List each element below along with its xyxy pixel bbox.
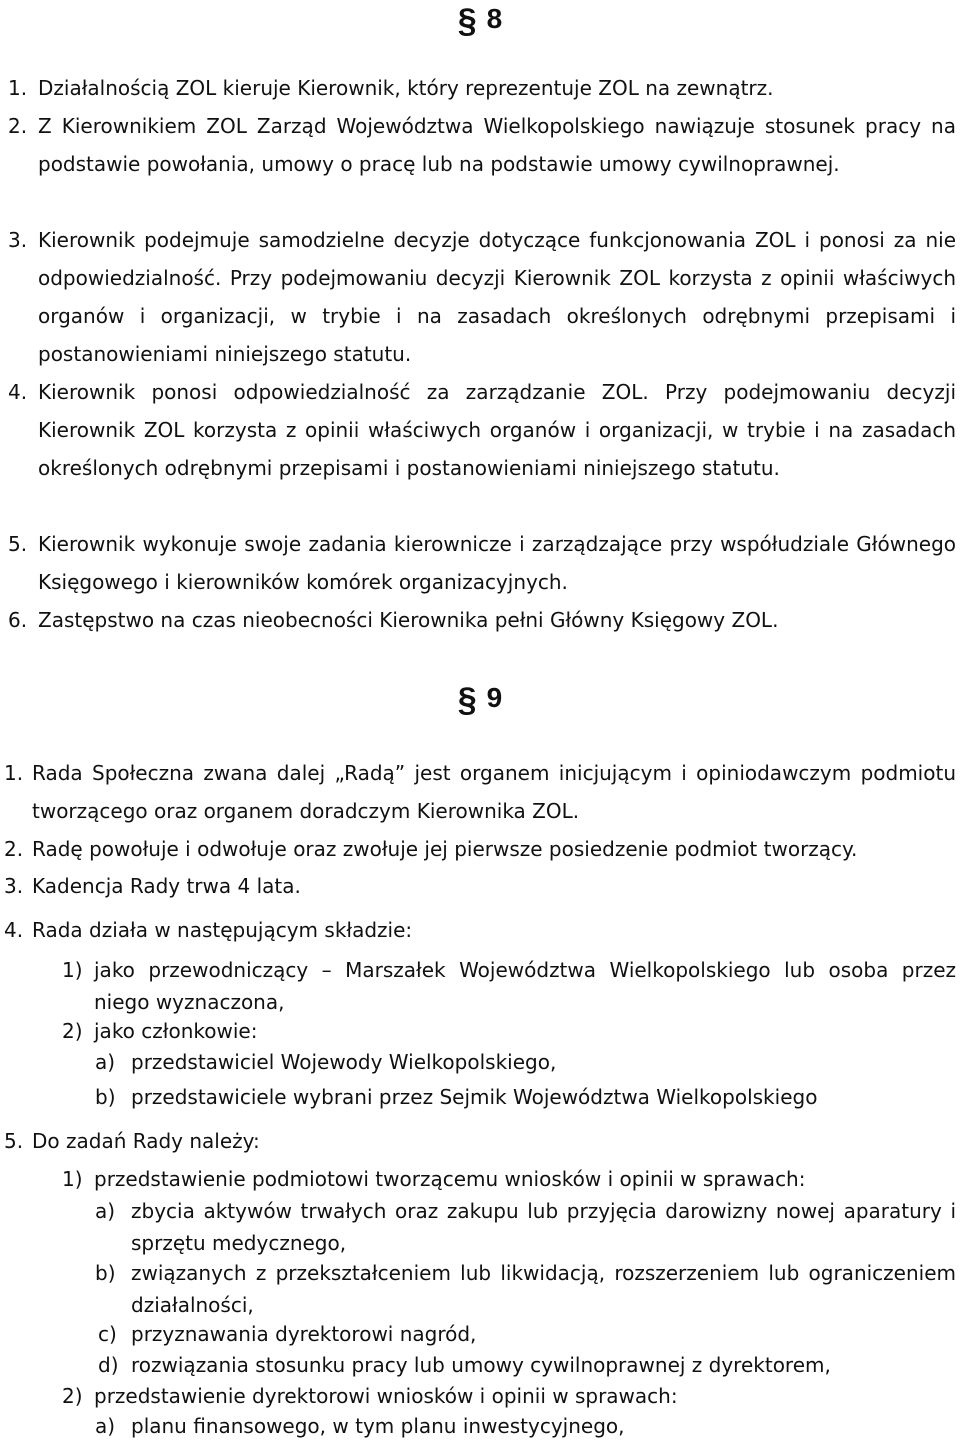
list-item: 2. Z Kierownikiem ZOL Zarząd Województwa Wielkopolskiego nawiązuje stosunek pracy na podstawie powołania, umowy o pracę lub na podstawie umowy cywilnoprawnej. <box>8 114 956 176</box>
sub-sub-list-item: a) zbycia aktywów trwałych oraz zakupu lub przyjęcia darowizny nowej aparatury i sprzętu medycznego, <box>95 1199 956 1255</box>
list-item: 5. Kierownik wykonuje swoje zadania kierownicze i zarządzające przy współudziale Głównego Księgowego i kierowników komórek organizacyjnych. <box>8 532 956 594</box>
section-number: 9 <box>486 682 503 713</box>
sub-sub-list-item: b) związanych z przekształceniem lub likwidacją, rozszerzeniem lub ograniczeniem działalności, <box>95 1261 956 1317</box>
section-9-heading <box>0 681 960 719</box>
list-item: 2. Radę powołuje i odwołuje oraz zwołuje jej pierwsze posiedzenie podmiot tworzący. <box>4 837 858 861</box>
list-item: 5. Do zadań Rady należy: <box>4 1129 260 1153</box>
list-item: 1. Działalnością ZOL kieruje Kierownik, który reprezentuje ZOL na zewnątrz. <box>8 76 774 100</box>
sub-sub-list-item: a) przedstawiciel Wojewody Wielkopolskiego, <box>95 1050 557 1074</box>
sub-sub-list-item: d) rozwiązania stosunku pracy lub umowy cywilnoprawnej z dyrektorem, <box>98 1353 831 1377</box>
sub-sub-list-item: c) przyznawania dyrektorowi nagród, <box>98 1322 477 1346</box>
sub-list-item: 2) przedstawienie dyrektorowi wniosków i opinii w sprawach: <box>62 1384 678 1408</box>
sub-sub-list-item: a) planu finansowego, w tym planu inwestycyjnego, <box>95 1414 625 1438</box>
list-item: 6. Zastępstwo na czas nieobecności Kierownika pełni Główny Księgowy ZOL. <box>8 608 779 632</box>
sub-sub-list-item: b) przedstawiciele wybrani przez Sejmik Województwa Wielkopolskiego <box>95 1085 818 1109</box>
sub-list-item: 1) jako przewodniczący – Marszałek Województwa Wielkopolskiego lub osoba przez niego wyznaczona, <box>62 958 956 1014</box>
list-item: 3. Kadencja Rady trwa 4 lata. <box>4 874 301 898</box>
list-item: 4. Rada działa w następującym składzie: <box>4 918 413 942</box>
sub-list-item: 1) przedstawienie podmiotowi tworzącemu wniosków i opinii w sprawach: <box>62 1167 806 1191</box>
list-item: 1. Rada Społeczna zwana dalej „Radą” jest organem inicjującym i opiniodawczym podmiotu tworzącego oraz organem doradczym Kierownika ZOL. <box>4 761 956 823</box>
list-item: 3. Kierownik podejmuje samodzielne decyzje dotyczące funkcjonowania ZOL i ponosi za nie odpowiedzialność. Przy podejmowaniu decyzji Kierownik ZOL korzysta z opinii właściwych organów i organizacji, w trybie i na zasadach określonych odrębnymi przepisami i postanowieniami niniejszego statutu. <box>8 228 956 366</box>
list-item: 4. Kierownik ponosi odpowiedzialność za zarządzanie ZOL. Przy podejmowaniu decyzji Kierownik ZOL korzysta z opinii właściwych organów i organizacji, w trybie i na zasadach określonych odrębnymi przepisami i postanowieniami niniejszego statutu. <box>8 380 956 480</box>
sub-list-item: 2) jako członkowie: <box>62 1019 258 1043</box>
section-number: 8 <box>486 3 503 34</box>
section-symbol: § <box>457 2 477 40</box>
section-symbol: § <box>457 681 477 719</box>
section-8-heading <box>0 2 960 40</box>
